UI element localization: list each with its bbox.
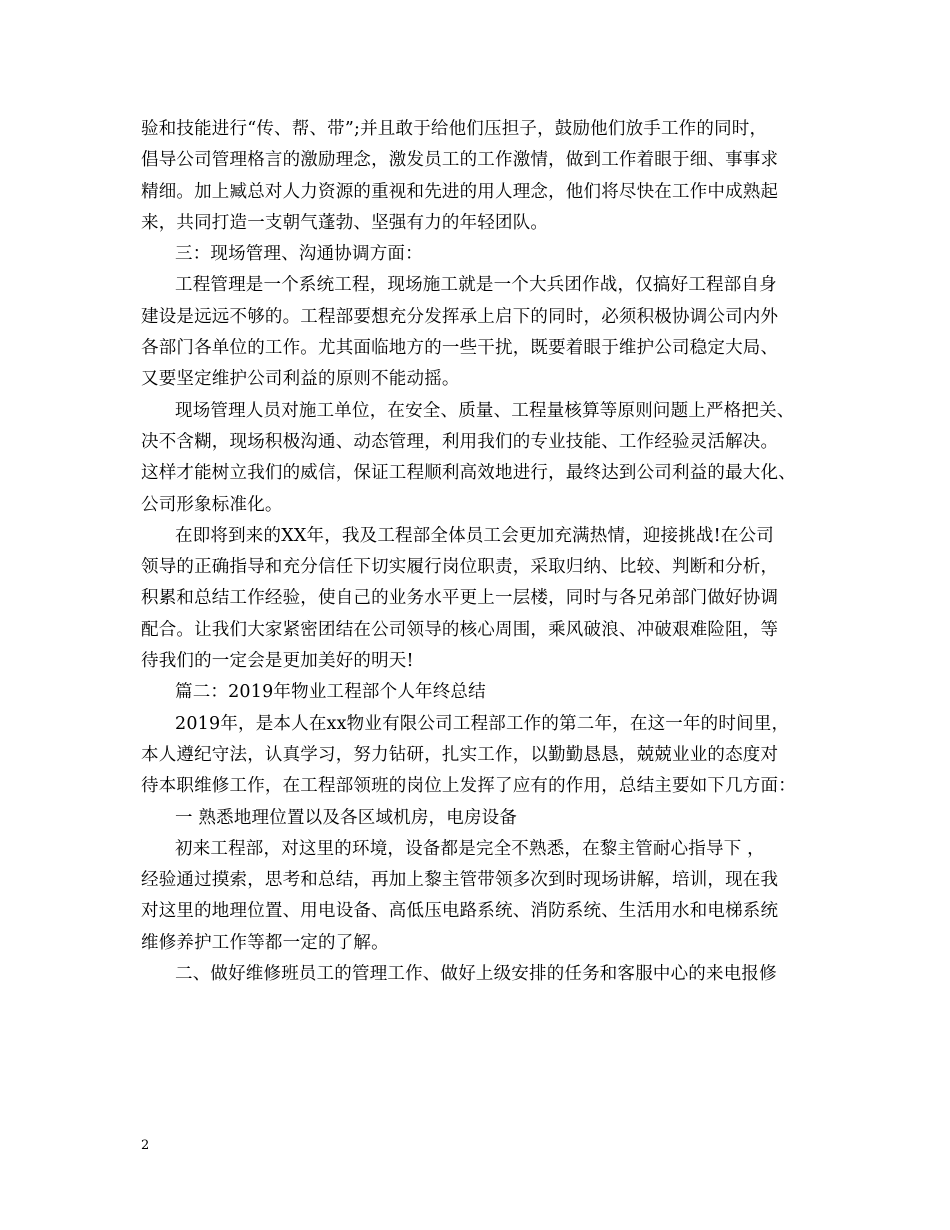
text-line: 来，共同打造一支朝气蓬勃、坚强有力的年轻团队。 <box>141 212 549 233</box>
text-line: 验和技能进行“传、帮、带”;并且敢于给他们压担子，鼓励他们放手工作的同时， <box>141 119 768 139</box>
text-line: 倡导公司管理格言的激励理念，激发员工的工作激情，做到工作着眼于细、事事求 <box>141 150 779 171</box>
text-line: 建设是远远不够的。工程部要想充分发挥承上启下的同时，必须积极协调公司内外 <box>141 306 779 327</box>
text-line: 公司形象标准化。 <box>141 494 283 515</box>
text-line: 待本职维修工作，在工程部领班的岗位上发挥了应有的作用，总结主要如下几方面： <box>141 776 796 797</box>
text-line: 本人遵纪守法，认真学习，努力钻研，扎实工作，以勤勤恳恳，兢兢业业的态度对 <box>141 744 779 765</box>
text-line: 篇二：2019年物业工程部个人年终总结 <box>175 682 486 703</box>
text-line: 积累和总结工作经验，使自己的业务水平更上一层楼，同时与各兄弟部门做好协调 <box>141 588 779 609</box>
body-text <box>141 114 821 990</box>
text-line: 在即将到来的XX年，我及工程部全体员工会更加充满热情，迎接挑战!在公司 <box>175 525 774 546</box>
text-line: 初来工程部，对这里的环境，设备都是完全不熟悉，在黎主管耐心指导下 ， <box>175 838 765 859</box>
text-line: 这样才能树立我们的威信，保证工程顺利高效地进行，最终达到公司利益的最大化、 <box>141 463 796 484</box>
text-line: 2019年，是本人在xx物业有限公司工程部工作的第二年，在这一年的时间里， <box>175 713 790 734</box>
text-line: 精细。加上臧总对人力资源的重视和先进的用人理念，他们将尽快在工作中成熟起 <box>141 181 779 202</box>
text-line: 二、做好维修班员工的管理工作、做好上级安排的任务和客服中心的来电报修 <box>175 964 777 985</box>
text-line: 决不含糊，现场积极沟通、动态管理，利用我们的专业技能、工作经验灵活解决。 <box>141 431 779 452</box>
text-line: 领导的正确指导和充分信任下切实履行岗位职责，采取归纳、比较、判断和分析， <box>141 557 779 578</box>
text-line: 维修养护工作等都一定的了解。 <box>141 932 389 953</box>
page-number: 2 <box>141 1138 150 1153</box>
text-line: 工程管理是一个系统工程，现场施工就是一个大兵团作战，仅搞好工程部自身 <box>175 275 777 296</box>
text-line: 现场管理人员对施工单位，在安全、质量、工程量核算等原则问题上严格把关、 <box>175 400 795 421</box>
text-line: 又要坚定维护公司利益的原则不能动摇。 <box>141 369 460 390</box>
text-line: 经验通过摸索，思考和总结，再加上黎主管带领多次到时现场讲解，培训，现在我 <box>141 870 779 891</box>
text-line: 对这里的地理位置、用电设备、高低压电路系统、消防系统、生活用水和电梯系统 <box>141 901 779 922</box>
text-line: 各部门各单位的工作。尤其面临地方的一些干扰，既要着眼于维护公司稳定大局、 <box>141 338 779 359</box>
text-line: 待我们的一定会是更加美好的明天! <box>141 651 414 672</box>
text-line: 配合。让我们大家紧密团结在公司领导的核心周围，乘风破浪、冲破艰难险阻，等 <box>141 619 779 640</box>
text-line: 三：现场管理、沟通协调方面： <box>175 244 423 265</box>
text-line: 一 熟悉地理位置以及各区域机房，电房设备 <box>175 807 518 828</box>
